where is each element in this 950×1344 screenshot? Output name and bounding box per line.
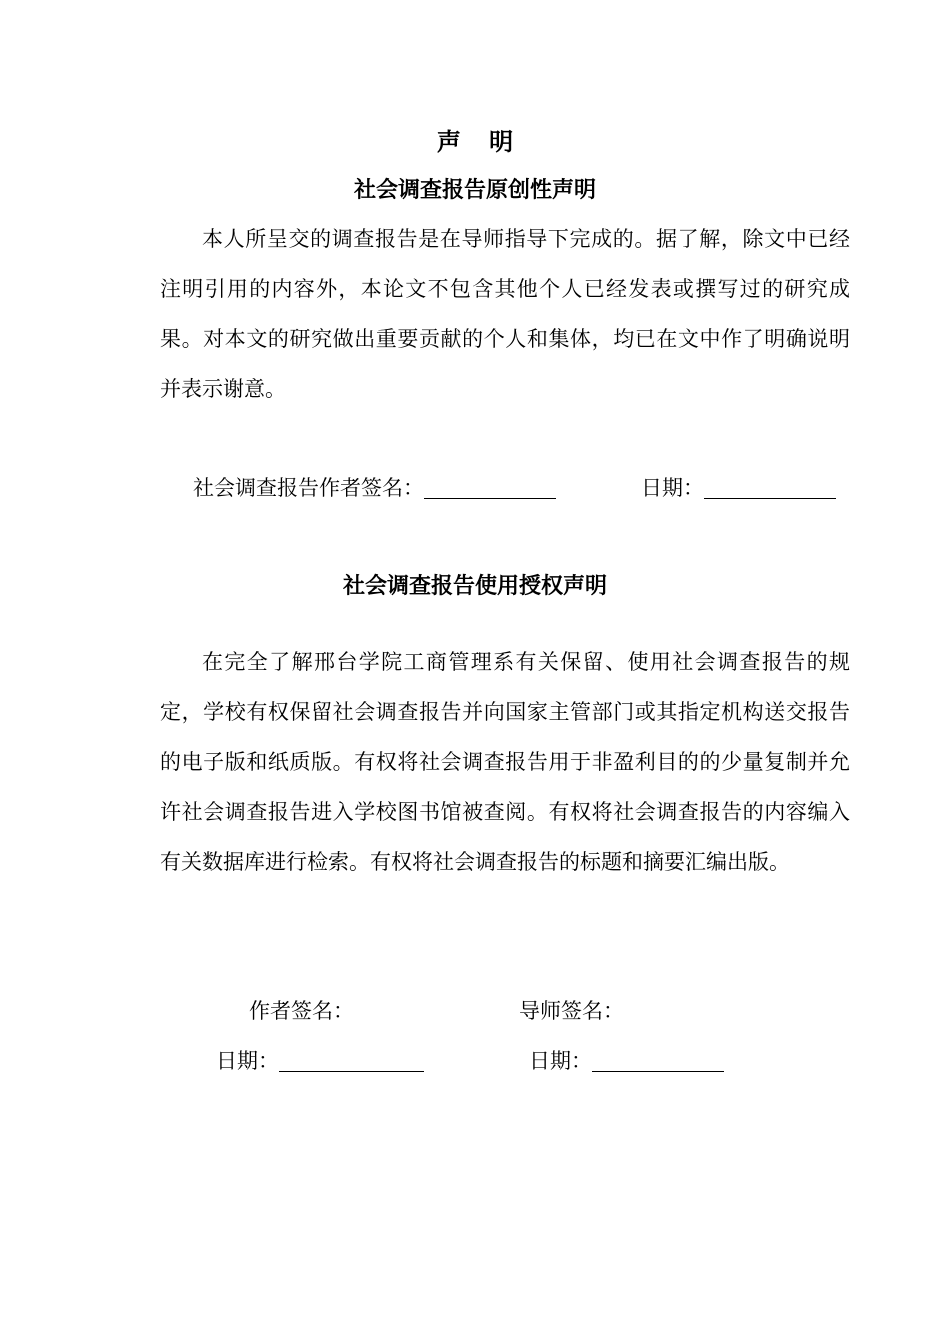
originality-date bbox=[641, 473, 836, 503]
authorization-author-date-label: 日期： bbox=[216, 1049, 279, 1073]
authorization-heading: 社会调查报告使用授权声明 bbox=[342, 574, 607, 599]
originality-author-signature-label: 社会调查报告作者签名： bbox=[193, 476, 424, 500]
authorization-author-date bbox=[216, 1046, 424, 1076]
originality-paragraph: 本人所呈交的调查报告是在导师指导下完成的。据了解，除文中已经注明引用的内容外，本论文不包含其他个人已经发表或撰写过的研究成果。对本文的研究做出重要贡献的个人和集体，均已在文中作了明确说明并表示谢意。 bbox=[160, 227, 850, 401]
authorization-paragraph: 在完全了解邢台学院工商管理系有关保留、使用社会调查报告的规定，学校有权保留社会调查报告并向国家主管部门或其指定机构送交报告的电子版和纸质版。有权将社会调查报告用于非盈利目的的少量复制并允许社会调查报告进入学校图书馆被查阅。有权将社会调查报告的内容编入有关数据库进行检索。有权将社会调查报告的标题和摘要汇编出版。 bbox=[160, 650, 850, 874]
authorization-advisor-signature-label: 导师签名： bbox=[519, 999, 624, 1023]
authorization-author-signature bbox=[249, 996, 354, 1026]
authorization-author-date-line[interactable] bbox=[279, 1049, 424, 1072]
authorization-advisor-date-line[interactable] bbox=[592, 1049, 724, 1072]
authorization-advisor-date bbox=[529, 1046, 724, 1076]
originality-heading: 社会调查报告原创性声明 bbox=[353, 178, 596, 203]
main-title: 声 明 bbox=[436, 128, 524, 156]
authorization-advisor-date-label: 日期： bbox=[529, 1049, 592, 1073]
authorization-author-signature-label: 作者签名： bbox=[249, 999, 354, 1023]
originality-author-signature bbox=[193, 473, 556, 503]
originality-date-line[interactable] bbox=[704, 476, 836, 499]
originality-date-label: 日期： bbox=[641, 476, 704, 500]
authorization-advisor-signature bbox=[519, 996, 624, 1026]
originality-author-signature-line[interactable] bbox=[424, 476, 556, 499]
